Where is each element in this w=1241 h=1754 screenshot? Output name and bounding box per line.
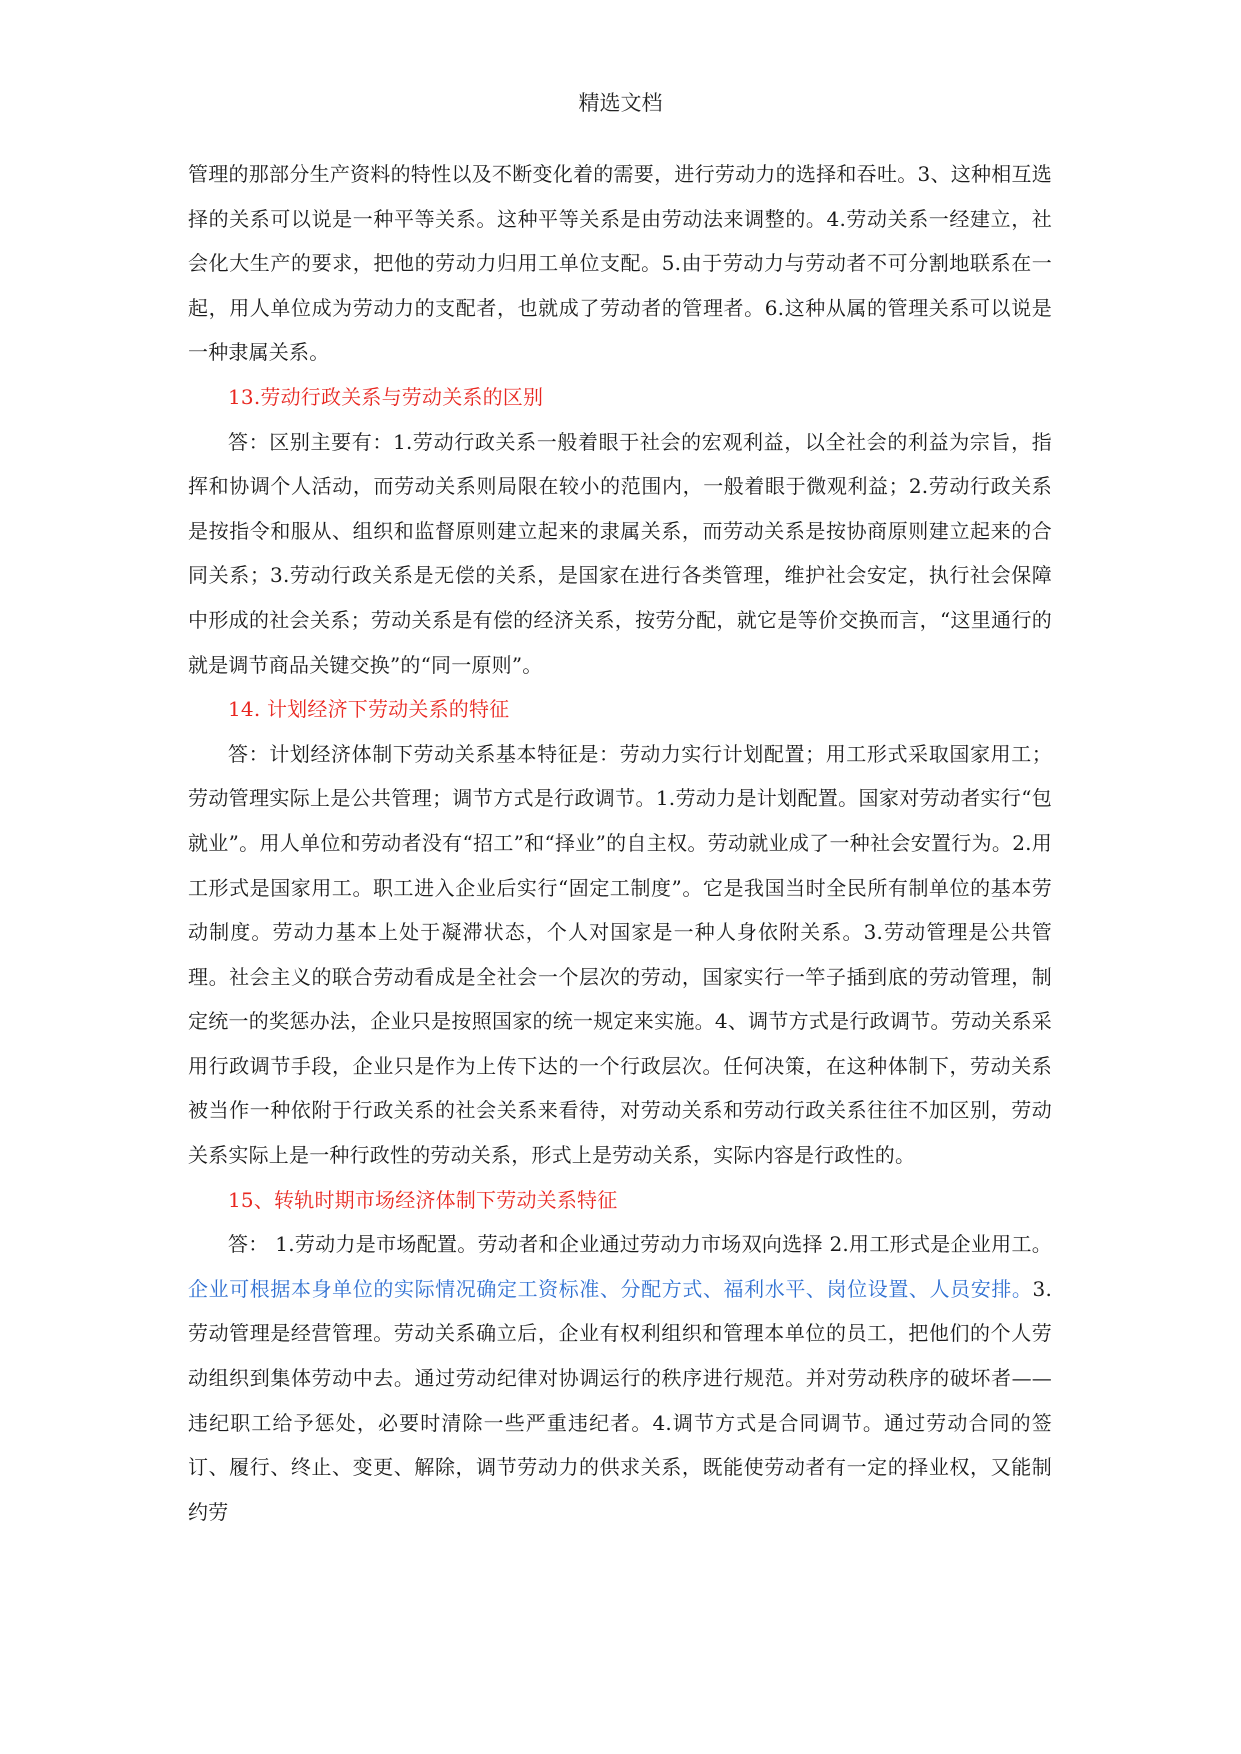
section-heading-14: 14. 计划经济下劳动关系的特征 bbox=[228, 697, 510, 722]
answer-15-highlighted-text: 企业可根据本身单位的实际情况确定工资标准、分配方式、福利水平、岗位设置、人员安排。 bbox=[188, 1276, 1033, 1301]
paragraph-answer-13: 答：区别主要有：1.劳动行政关系一般着眼于社会的宏观利益，以全社会的利益为宗旨，指挥和协调个人活动，而劳动关系则局限在较小的范围内，一般着眼于微观利益；2.劳动行政关系是按指令和服从、组织和监督原则建立起来的隶属关系，而劳动关系是按协商原则建立起来的合同关系；3.劳动行政关系是无偿的关系，是国家在进行各类管理，维护社会安定，执行社会保障中形成的社会关系；劳动关系是有偿的经济关系，按劳分配，就它是等价交换而言，“这里通行的就是调节商品关键交换”的“同一原则”。 bbox=[188, 429, 1052, 677]
section-heading-15: 15、转轨时期市场经济体制下劳动关系特征 bbox=[228, 1187, 618, 1212]
document-body bbox=[188, 152, 1052, 1534]
section-heading-13: 13.劳动行政关系与劳动关系的区别 bbox=[228, 384, 544, 409]
page-header-title: 精选文档 bbox=[578, 91, 663, 115]
answer-15-part-c: 3.劳动管理是经营管理。劳动关系确立后，企业有权利组织和管理本单位的员工，把他们的个人劳动组织到集体劳动中去。通过劳动纪律对协调运行的秩序进行规范。并对劳动秩序的破坏者——违纪职工给予惩处，必要时清除一些严重违纪者。4.调节方式是合同调节。通过劳动合同的签订、履行、终止、变更、解除，调节劳动力的供求关系，既能使劳动者有一定的择业权，又能制约劳 bbox=[188, 1276, 1052, 1524]
paragraph-answer-15 bbox=[188, 1222, 1052, 1534]
paragraph-continuation: 管理的那部分生产资料的特性以及不断变化着的需要，进行劳动力的选择和吞吐。3、这种相互选择的关系可以说是一种平等关系。这种平等关系是由劳动法来调整的。4.劳动关系一经建立，社会化大生产的要求，把他的劳动力归用工单位支配。5.由于劳动力与劳动者不可分割地联系在一起，用人单位成为劳动力的支配者，也就成了劳动者的管理者。6.这种从属的管理关系可以说是一种隶属关系。 bbox=[188, 162, 1052, 365]
answer-15-part-a: 答： 1.劳动力是市场配置。劳动者和企业通过劳动力市场双向选择 2.用工形式是企业用工。 bbox=[228, 1232, 1052, 1257]
paragraph-answer-14: 答：计划经济体制下劳动关系基本特征是：劳动力实行计划配置；用工形式采取国家用工；劳动管理实际上是公共管理；调节方式是行政调节。1.劳动力是计划配置。国家对劳动者实行“包就业”。用人单位和劳动者没有“招工”和“择业”的自主权。劳动就业成了一种社会安置行为。2.用工形式是国家用工。职工进入企业后实行“固定工制度”。它是我国当时全民所有制单位的基本劳动制度。劳动力基本上处于凝滞状态，个人对国家是一种人身依附关系。3.劳动管理是公共管理。社会主义的联合劳动看成是全社会一个层次的劳动，国家实行一竿子插到底的劳动管理，制定统一的奖惩办法，企业只是按照国家的统一规定来实施。4、调节方式是行政调节。劳动关系采用行政调节手段，企业只是作为上传下达的一个行政层次。任何决策，在这种体制下，劳动关系被当作一种依附于行政关系的社会关系来看待，对劳动关系和劳动行政关系往往不加区别，劳动关系实际上是一种行政性的劳动关系，形式上是劳动关系，实际内容是行政性的。 bbox=[188, 741, 1052, 1168]
